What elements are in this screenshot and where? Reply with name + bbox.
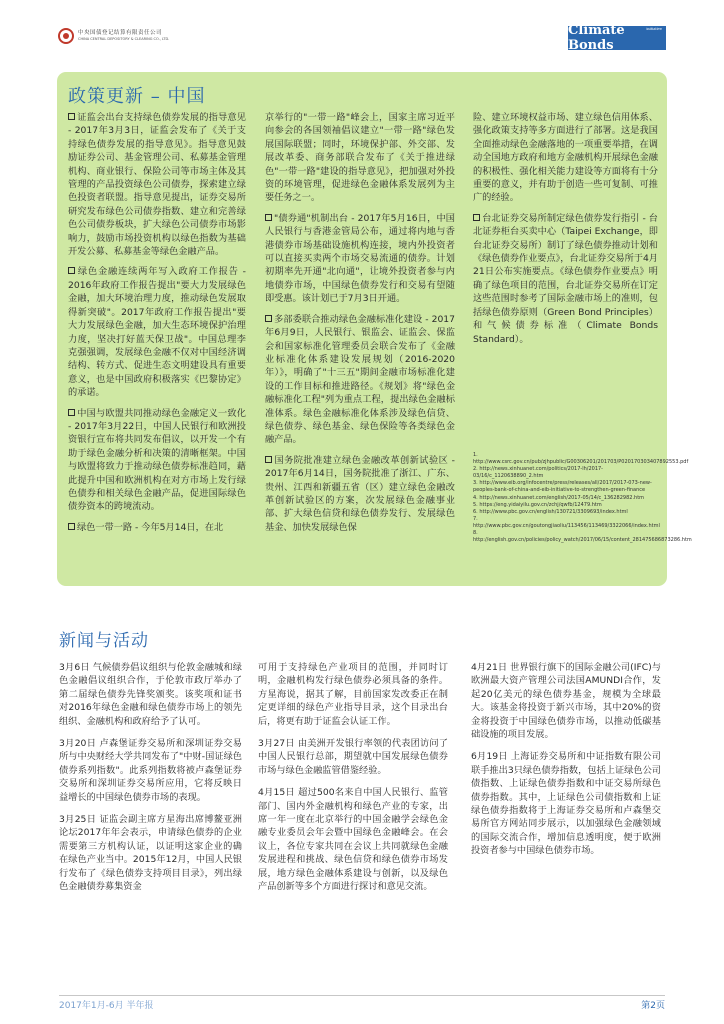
ccdc-seal-icon (58, 28, 74, 44)
news-item: 3月6日 气候债券倡议组织与伦敦金融城和绿色金融倡议组织合作，于伦敦市政厅举办了第二届绿色债券先锋奖颁奖。该奖项和证书对2016年绿色金融和绿色债券市场上的领先组织、金融机构和政府给予了认可。 (59, 662, 242, 727)
policy-column-1 (68, 111, 246, 541)
checkbox-bullet-icon (68, 267, 75, 274)
page-header (0, 0, 724, 60)
news-column-2 (258, 661, 448, 903)
news-title: 新闻与活动 (59, 631, 149, 651)
policy-title: 政策更新 – 中国 (68, 86, 206, 107)
news-item: 6月19日 上海证券交易所和中证指数有限公司联手推出3只绿色债券指数，包括上证绿色公司债指数、上证绿色债券指数和中证交易所绿色债券指数。其中，上证绿色公司债指数和上证绿色债券指数将于上海证券交易所和卢森堡交易所官方网站同步展示，以加强绿色金融领域的国际交流合作，增加信息透明度，便于欧洲投资者参与中国绿色债券市场。 (471, 751, 661, 857)
report-period: 2017年1月-6月 半年报 (59, 1001, 154, 1011)
page-number: 第2页 (641, 1001, 665, 1011)
policy-item: 国务院批准建立绿色金融改革创新试验区 - 2017年6月14日，国务院批准了浙江、广东、贵州、江西和新疆五省（区）建立绿色金融改革创新试验区的方案，次发展绿色金融事业部、扩大绿色信贷和绿色债券发行、发展绿色基金、加快发展绿色保 (265, 454, 455, 533)
policy-item: 绿色一带一路 - 今年5月14日，在北 (68, 521, 246, 534)
checkbox-bullet-icon (68, 113, 75, 120)
climate-bonds-wordmark: Climate Bonds (568, 23, 625, 53)
news-item: 4月15日 超过500名来自中国人民银行、监管部门、国内外金融机构和绿色产业的专家，出席一年一度在北京举行的中国金融学会绿色金融专业委员会年会暨中国绿色金融峰会。在会议上，各位专家共同在会议上共同就绿色金融发展进程和挑战、绿色信贷和绿色债券市场发展，地方绿色金融体系建设与创新，以及绿色产品创新等多个方面进行探讨和意见交流。 (258, 787, 448, 893)
footnote: 5. https://eng.yidaiyilu.gov.cn/zchj/qwfb/12479.htm (473, 501, 602, 508)
checkbox-bullet-icon (265, 214, 272, 221)
news-item: 3月25日 证监会副主席方星海出席博鳌亚洲论坛2017年年会表示，申请绿色债券的企业需要第三方机构认证，以证明这家企业的确在绿色产业当中。2015年12月，中国人民银行发布了《绿色债券支持项目目录》，列出绿色金融债券募集资金 (59, 814, 242, 893)
policy-item: 多部委联合推动绿色金融标准化建设 - 2017年6月9日，人民银行、银监会、证监会、保监会和国家标准化管理委员会联合发布了《金融业标准化体系建设发展规划（2016-2020年）》，明确了"十三五"期间金融市场标准化建设的工作目标和推进路径。《规划》将"绿色金融标准化工程"列为重点工程，提出绿色金融标准体系。绿色金融标准化体系涉及绿色信贷、绿色债券、绿色基金、绿色保险等各类绿色金融产品。 (265, 313, 455, 446)
policy-item: 绿色金融连续两年写入政府工作报告 - 2016年政府工作报告提出"要大力发展绿色金融，加大环境治理力度，推动绿色发展取得新突破"。2017年政府工作报告提出"要大力发展绿色金融，加大生态环境保护治理力度，坚决打好蓝天保卫战"。中国总理李克强强调，发展绿色金融不仅对中国经济调结构、转方式、促进生态文明建设具有重要意义，也是中国政府积极落实《巴黎协定》的承诺。 (68, 266, 246, 399)
news-column-1 (59, 661, 242, 903)
footnote: 8. http://english.gov.cn/policies/policy_watch/2017/06/15/content_281475686873286.htm (473, 530, 692, 544)
climate-bonds-initiative: initiative (646, 27, 662, 31)
policy-item: 台北证券交易所制定绿色债券发行指引 - 台北证券柜台买卖中心（Taipei Exchange，即台北证券交易所）制订了绿色债券推动计划和《绿色债券作业要点》，台北证券交易所于4月21日公布实施要点。《绿色债券作业要点》明确了绿色项目的范围，台北证券交易所在订定这些范围时参考了国际金融市场上的准则，包括绿色债券原则（Green Bond Principles）和气候债券标准（Climate Bonds Standard）。 (473, 212, 658, 345)
policy-item: "债券通"机制出台 - 2017年5月16日，中国人民银行与香港金管局公布，通过将内地与香港债券市场基础设施机构连接，境内外投资者可以直接买卖两个市场交易流通的债券。计划初期率先开通"北向通"，让境外投资者参与内地债券市场，中国绿色债券发行和交易有望随即受惠。该计划已于7月3日开通。 (265, 212, 455, 305)
policy-column-2 (265, 111, 455, 541)
ccdc-logo (58, 28, 169, 44)
footnote: 1. http://www.csrc.gov.cn/pub/zjhpublic/G00306201/201703/P020170303407892553.pdf (473, 452, 689, 466)
checkbox-bullet-icon (68, 523, 75, 530)
footnote: 6. http://www.pbc.gov.cn/english/130721/3309693/index.html (473, 508, 628, 515)
news-item: 可用于支持绿色产业项目的范围，并同时订明，金融机构发行绿色债券必须具备的条件。方星海说，据其了解，目前国家发改委正在制定更详细的绿色产业指导目录，这个目录出台后，将更有助于证监会认证工作。 (258, 662, 448, 727)
footnote: 3. http://www.eib.org/infocentre/press/releases/all/2017/2017-073-new-peoples-bank-of-china-and-eib-initiative-to-strengthen-green-finance (473, 480, 652, 494)
footnotes (473, 452, 692, 544)
news-column-3 (471, 661, 661, 867)
news-item: 3月20日 卢森堡证券交易所和深圳证券交易所与中央财经大学共同发布了"中财-国证绿色债券系列指数"。此系列指数将被卢森堡证券交易所和深圳证券交易所应用，它将反映日益增长的中国绿色债券市场的表现。 (59, 738, 242, 803)
policy-item: 中国与欧盟共同推动绿色金融定义一致化 - 2017年3月22日，中国人民银行和欧洲投资银行宣布将共同发布倡议，以开发一个有助于绿色金融分析和决策的清晰框架。中国与欧盟将致力于推动绿色债券标准趋同，藉此提升中国和欧洲机构在对方市场上发行绿色债券和相关绿色金融产品，促进国际绿色债券资本的跨境流动。 (68, 407, 246, 513)
policy-item: 证监会出台支持绿色债券发展的指导意见 - 2017年3月3日，证监会发布了《关于支持绿色债券发展的指导意见》。指导意见鼓励证券公司、基金管理公司、私募基金管理机构、商业银行、保险公司等市场主体及其管理的产品投资绿色公司债券，探索建立绿色投资者联盟。指导意见提出，证券交易所研究发布绿色公司债券指数、建立和完善绿色公司债券板块，扩大绿色公司债券市场影响力，鼓励市场投资机构以绿色指数为基础开发公募、私募基金等绿色金融产品。 (68, 112, 246, 258)
news-item: 3月27日 由美洲开发银行率领的代表团访问了中国人民银行总部，期望就中国发展绿色债券市场与绿色金融监管借鉴经验。 (258, 738, 448, 776)
climate-bonds-logo (568, 23, 666, 53)
ccdc-name-cn: 中央国债登记结算有限责任公司 (78, 29, 163, 36)
news-item: 4月21日 世界银行旗下的国际金融公司(IFC)与欧洲最大资产管理公司法国AMUNDI合作，发起20亿美元的绿色债券基金，规模为全球最大。该基金将投资于新兴市场，其中20%的资金将投资于中国绿色债券市场，以推动低碳基础设施的项目发展。 (471, 662, 661, 741)
checkbox-bullet-icon (473, 214, 480, 221)
checkbox-bullet-icon (265, 456, 272, 463)
checkbox-bullet-icon (68, 409, 75, 416)
footnote: 4. http://news.xinhuanet.com/english/2017-05/14/c_136282982.htm (473, 494, 645, 501)
checkbox-bullet-icon (265, 315, 272, 322)
footnote: 2. http://news.xinhuanet.com/politics/2017-lh/2017-03/16/c_1120638890_2.htm (473, 466, 603, 480)
policy-item-continued: 险、建立环境权益市场、建立绿色信用体系、强化政策支持等多方面进行了部署。这是我国全面推动绿色金融落地的一项重要举措，在调动全国地方政府和地方金融机构开展绿色金融的积极性、强化相关能力建设等方面将有十分重要的意义，并有助于创造一些可复制、可推广的经验。 (473, 112, 658, 204)
policy-column-3 (473, 111, 658, 353)
ccdc-name-en: CHINA CENTRAL DEPOSITORY & CLEARING CO., LTD. (78, 37, 170, 41)
footnote: 7. http://www.pbc.gov.cn/goutongjiaoliu/113456/113469/3322066/index.html (473, 515, 660, 529)
policy-item-continued: 京举行的"一带一路"峰会上，国家主席习近平向参会的各国领袖倡议建立"一带一路"绿色发展国际联盟；同时，环境保护部、外交部、发展改革委、商务部联合发布了《关于推进绿色"一带一路"建设的指导意见》，把加强对外投资的环境管理，促进绿色金融体系发展列为主要任务之一。 (265, 112, 455, 204)
footer-divider (59, 995, 665, 996)
